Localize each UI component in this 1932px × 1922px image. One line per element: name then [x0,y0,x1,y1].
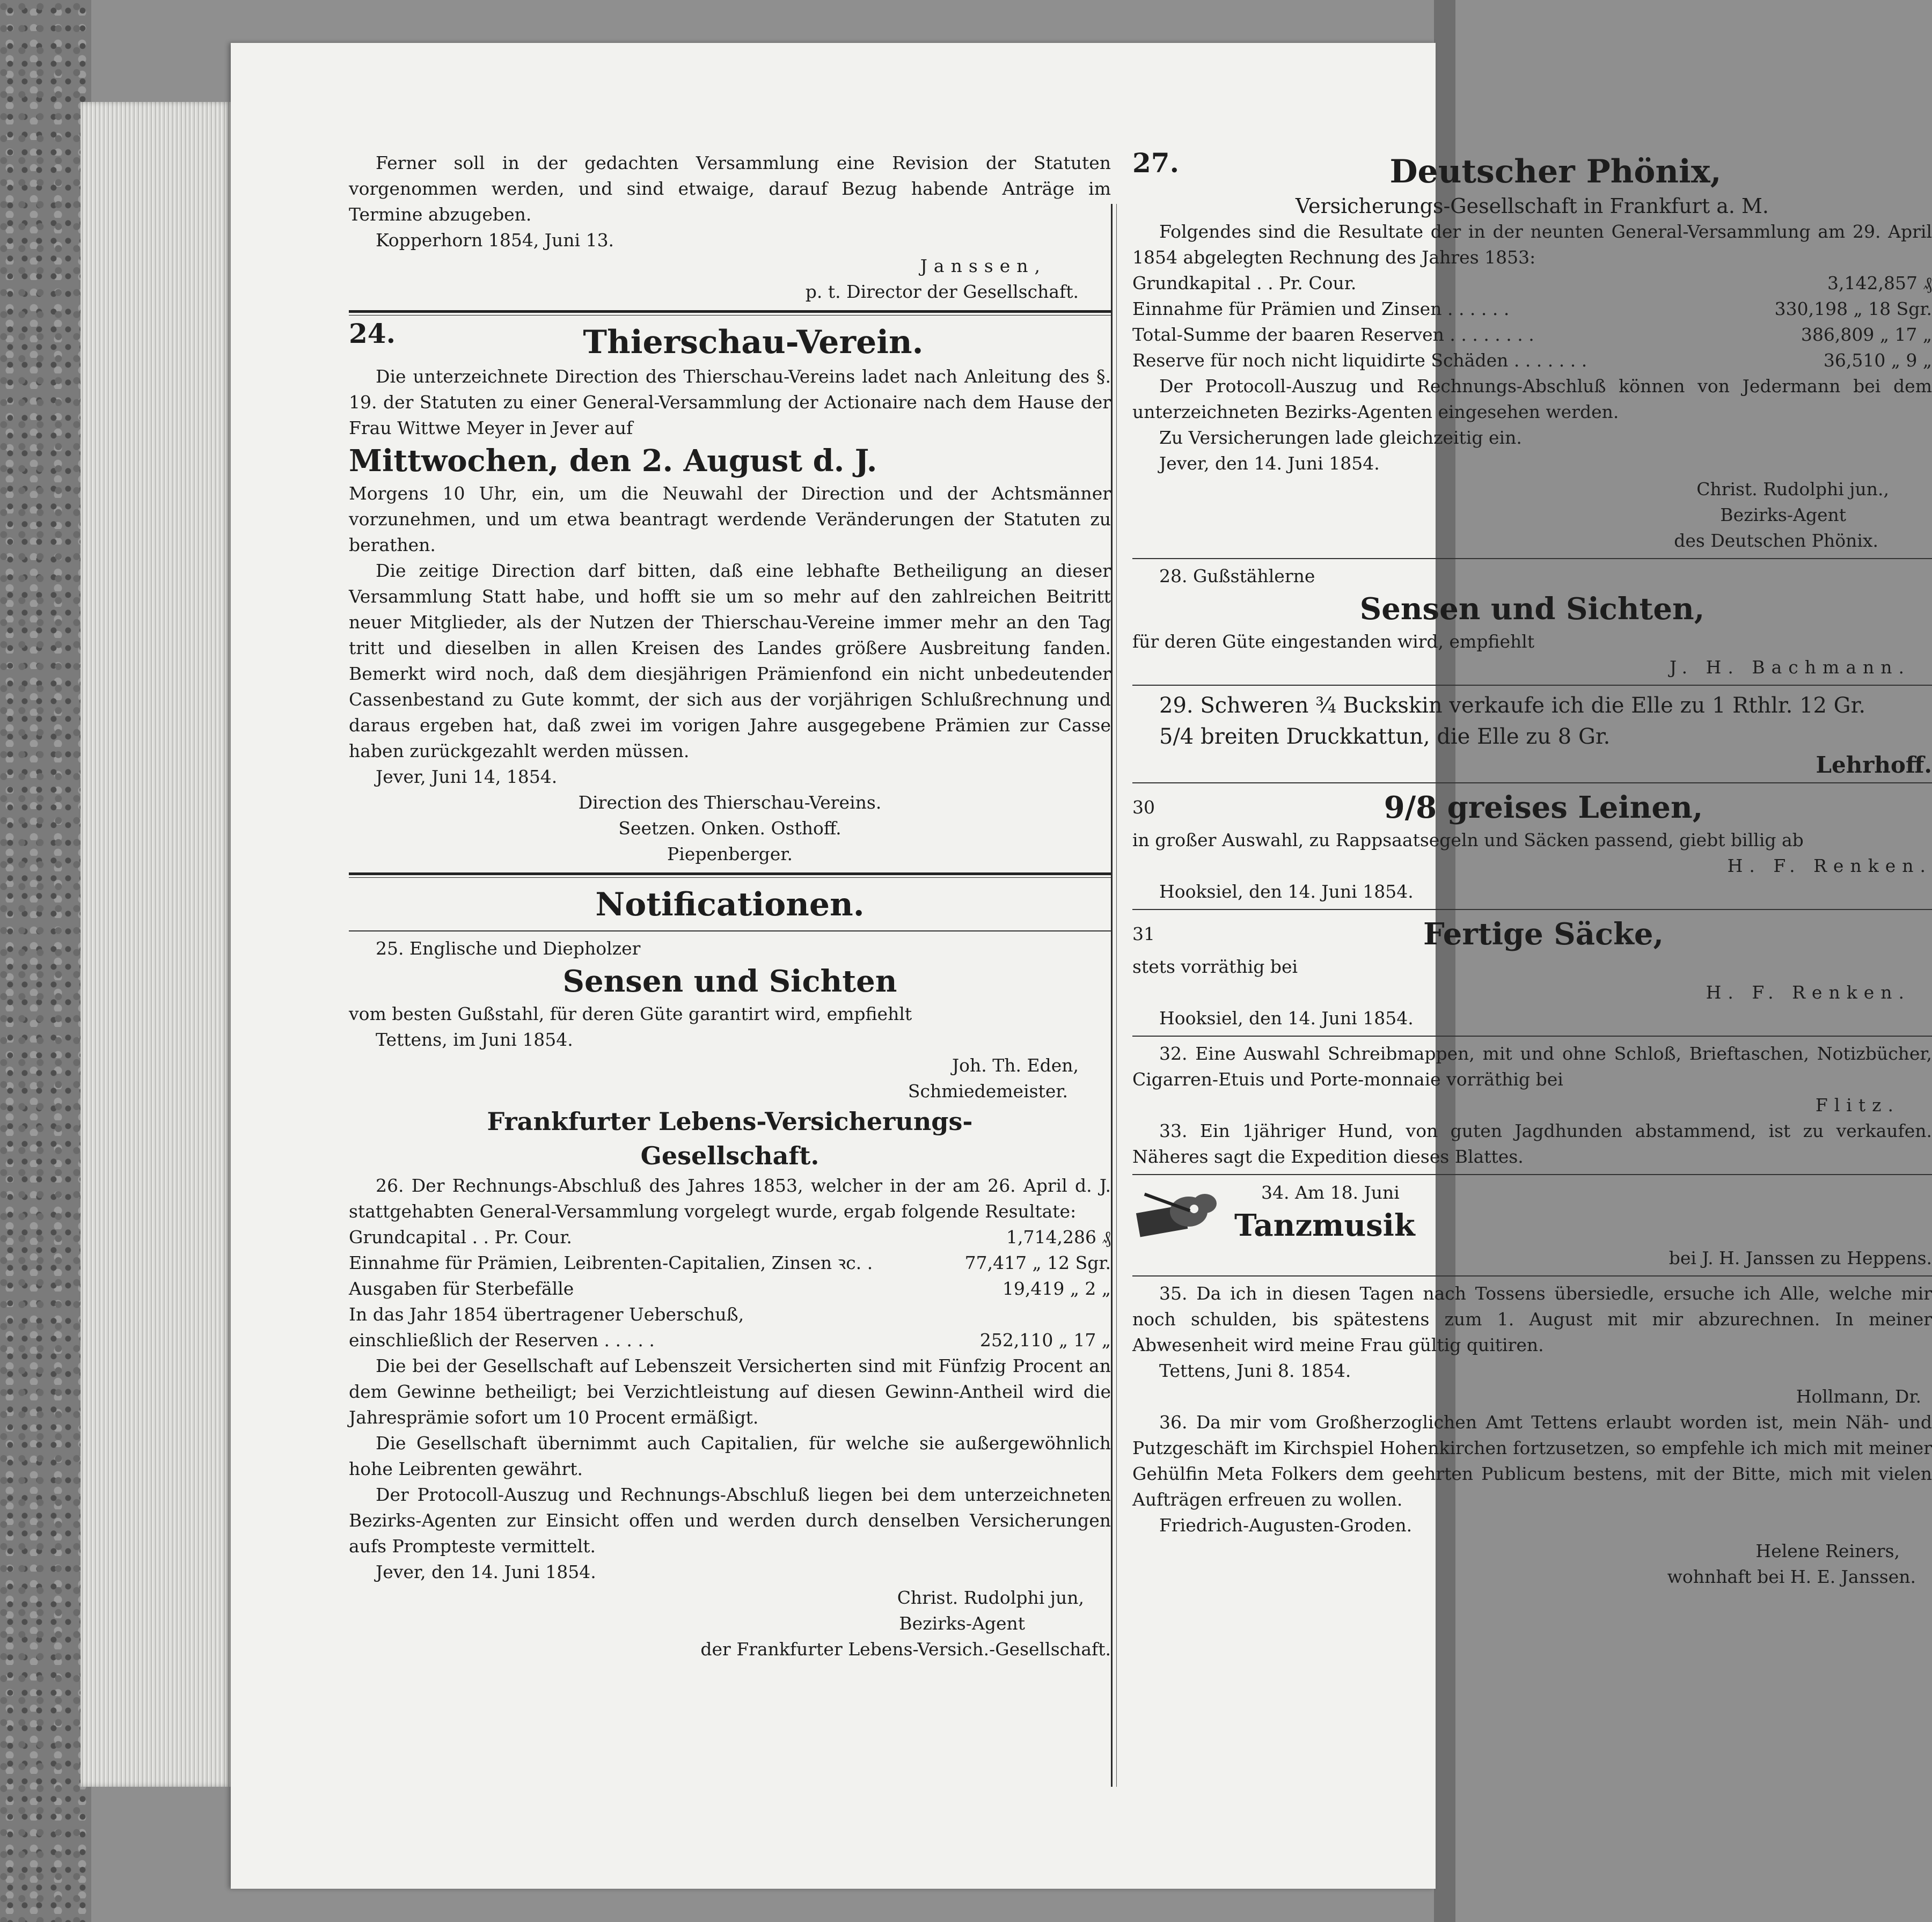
section-divider [1132,685,1932,686]
article-intro: 28. Gußstählerne [1159,566,1315,586]
article-text: bei J. H. Janssen zu Heppens. [1668,1248,1932,1268]
result-value: 19,419 „ 2 „ [1002,1278,1111,1299]
result-value: 252,110 „ 17 „ [979,1330,1111,1351]
result-row [349,1276,1111,1302]
signature: Piepenberger. [667,843,793,864]
signature-title: p. t. Director der Gesellschaft. [805,281,1079,302]
section-title: Notificationen. [595,886,865,923]
article-intro: 34. Am 18. Juni [1261,1182,1400,1203]
article-title: Gesellschaft. [640,1141,819,1170]
result-value: 36,510 „ 9 „ [1823,350,1932,371]
result-value: 3,142,857 ₰ [1827,273,1932,294]
result-row [1132,348,1932,373]
column-rule [1111,204,1113,1787]
signature: Christ. Rudolphi jun., [1696,479,1889,500]
result-label: In das Jahr 1854 übertragener Ueberschuß, einschließlich der Reserven . . . . . [349,1304,744,1351]
signature: wohnhaft bei H. E. Janssen. [1667,1566,1916,1587]
article-text: 36. Da mir vom Großherzoglichen Amt Tettens erlaubt worden ist, mein Näh- und Putzgeschäft im Kirchspiel Hohenkirchen fortzusetzen, so empfehle ich mich mit meiner Gehülfin Meta Folkers dem geehrten Publicum bestens, mit der Bitte, mich mit vielen Aufträgen erfreuen zu wollen. [1132,1412,1932,1510]
article-text: Die zeitige Direction darf bitten, daß eine lebhafte Betheiligung an dieser Versammlung Statt habe, und hofft sie um so mehr auf den zahlreichen Beitritt neuer Mitglieder, als der Nutzen der Thierschau-Vereine immer mehr an den Tag tritt und dieselben in allen Kreisen des Landes größere Ausbreitung fanden. Bemerkt wird noch, daß dem diesjährigen Prämienfond ein nicht unbedeutender Cassenbestand zu Gute kommt, der sich aus der vorjährigen Schlußrechnung und daraus ergeben hat, daß zwei im vorigen Jahre ausgegebene Prämien zur Casse haben zurückgezahlt werden müssen. [349,560,1111,761]
result-row [349,1302,1111,1353]
column-rule-thin [1116,204,1117,1787]
article-text: 35. Da ich in diesen Tagen nach Tossens übersiedle, ersuche ich Alle, welche mir noch schulden, bis spätestens zum 1. August mit mir abzurechnen. In meiner Abwesenheit wird meine Frau gültig quitiren. [1132,1283,1932,1355]
article-text: 33. Ein 1jähriger Hund, von guten Jagdhunden abstammend, ist zu verkaufen. Näheres sagt die Expedition dieses Blattes. [1132,1120,1932,1167]
signature: J. H. Bachmann. [1669,657,1911,678]
meeting-date: Mittwochen, den 2. August d. J. [349,443,877,479]
result-row [1132,296,1932,322]
signature: H. F. Renken. [1727,855,1932,876]
signature: H. F. Renken. [1706,982,1911,1003]
article-number: 31 [1132,923,1155,944]
result-label: Total-Summe der baaren Reserven . . . . . . . . [1132,324,1534,345]
result-value: 330,198 „ 18 Sgr. [1774,298,1932,319]
result-row [1132,270,1932,296]
article-text: vom besten Gußstahl, für deren Güte garantirt wird, empfiehlt [349,1003,912,1024]
result-label: Grundcapital . . Pr. Cour. [349,1227,572,1248]
article-title: Thierschau-Verein. [583,324,924,361]
article-text: Der Protocoll-Auszug und Rechnungs-Abschluß liegen bei dem unterzeichneten Bezirks-Agenten zur Einsicht offen und werden durch denselben Versicherungen aufs Prompteste vermittelt. [349,1484,1111,1557]
signature: Joh. Th. Eden, [952,1055,1079,1076]
section-divider [1132,1275,1932,1277]
article-text: 29. Schweren ¾ Buckskin verkaufe ich die Elle zu 1 Rthlr. 12 Gr. [1159,693,1866,718]
signature: Bezirks-Agent [899,1613,1025,1634]
article-number: 30 [1132,797,1155,818]
place-date: Tettens, Juni 8. 1854. [1159,1360,1351,1381]
article-text: Die Gesellschaft übernimmt auch Capitalien, für welche sie außergewöhnlich hohe Leibrenten gewährt. [349,1433,1111,1479]
article-title: Frankfurter Lebens-Versicherungs- [487,1107,973,1136]
signature: des Deutschen Phönix. [1674,530,1878,551]
place-date: Jever, den 14. Juni 1854. [1159,453,1380,474]
signature: Bezirks-Agent [1720,504,1846,525]
article-text: Folgendes sind die Resultate der in der neunten General-Versammlung am 29. April 1854 abgelegten Rechnung des Jahres 1853: [1132,221,1932,268]
article-title: Fertige Säcke, [1423,916,1664,952]
place-date: Tettens, im Juni 1854. [376,1029,573,1050]
article-text: Die bei der Gesellschaft auf Lebenszeit Versicherten sind mit Fünfzig Procent an dem Gewinne betheiligt; bei Verzichtleistung auf diesen Gewinn-Antheil wird die Jahresprämie sofort um 10 Procent ermäßigt. [349,1355,1111,1428]
article-text: 5/4 breiten Druckkattun, die Elle zu 8 Gr. [1159,724,1611,749]
signature: Schmiedemeister. [908,1081,1068,1102]
section-divider [1132,1174,1932,1175]
section-divider [349,930,1111,931]
article-subtitle: Versicherungs-Gesellschaft in Frankfurt a. M. [1296,194,1769,218]
signature: Helene Reiners, [1755,1540,1900,1561]
article-title: Sensen und Sichten, [1359,591,1705,627]
signature: Flitz. [1815,1095,1900,1116]
section-divider [1132,558,1932,559]
article-text: Die unterzeichnete Direction des Thierschau-Vereins ladet nach Anleitung des §. 19. der Statuten zu einer General-Versammlung der Actionaire nach dem Hause der Frau Wittwe Meyer in Jever auf [349,366,1111,438]
signature: Janssen, [920,255,1046,276]
intro-text: Ferner soll in der gedachten Versammlung eine Revision der Statuten vorgenommen werden, und sind etwaige, darauf Bezug habende Anträge im Termine abzugeben. [349,152,1111,225]
article-24-heading [349,318,1111,364]
signature: Hollmann, Dr. [1796,1386,1921,1407]
article-title: Tanzmusik [1234,1207,1415,1243]
place-date: Hooksiel, den 14. Juni 1854. [1159,881,1414,902]
signature: Christ. Rudolphi jun, [897,1587,1084,1608]
result-row [349,1224,1111,1250]
article-title: Deutscher Phönix, [1389,153,1722,190]
article-34 [1132,1179,1932,1245]
article-text: für deren Güte eingestanden wird, empfiehlt [1132,631,1535,652]
guitar-icon [1132,1179,1224,1245]
article-text: in großer Auswahl, zu Rappsaatsegeln und Säcken passend, giebt billig ab [1132,830,1804,850]
place-date: Hooksiel, den 14. Juni 1854. [1159,1008,1414,1029]
section-divider [349,872,1111,878]
result-label: Grundkapital . . Pr. Cour. [1132,273,1357,294]
article-title: Sensen und Sichten [562,964,897,999]
place-date: Friedrich-Augusten-Groden. [1159,1515,1413,1536]
signature: Direction des Thierschau-Vereins. [578,792,882,813]
article-number: 27. [1132,147,1179,179]
place-date: Jever, Juni 14, 1854. [376,766,558,787]
result-label: Einnahme für Prämien, Leibrenten-Capitalien, Zinsen ꝛc. . [349,1252,873,1273]
signature: Lehrhoff. [1816,752,1932,778]
left-column [349,150,1111,1662]
section-divider [1132,1036,1932,1037]
page-stack [80,102,231,1787]
article-text: Der Protocoll-Auszug und Rechnungs-Abschluß können von Jedermann bei dem unterzeichneten Bezirks-Agenten eingesehen werden. [1132,376,1932,422]
article-text: 26. Der Rechnungs-Abschluß des Jahres 1853, welcher in der am 26. April d. J. stattgehabten General-Versammlung vorgelegt wurde, ergab folgende Resultate: [349,1175,1111,1222]
article-34-text [1234,1180,1415,1245]
signature: Seetzen. Onken. Osthoff. [618,818,841,839]
result-row [349,1250,1111,1276]
result-value: 1,714,286 ₰ [1006,1227,1111,1248]
result-label: Einnahme für Prämien und Zinsen . . . . . . [1132,298,1510,319]
section-divider [1132,909,1932,910]
right-column [1132,147,1932,1590]
place-date: Jever, den 14. Juni 1854. [376,1561,596,1582]
result-label: Reserve für noch nicht liquidirte Schäden . . . . . . . [1132,350,1587,371]
book-cover-edge [0,0,91,1922]
article-text: stets vorräthig bei [1132,956,1298,977]
article-30-heading [1132,788,1932,827]
article-text: Morgens 10 Uhr, ein, um die Neuwahl der Direction und der Achtsmänner vorzunehmen, und um etwa beantragt werdende Veränderungen der Statuten zu berathen. [349,483,1111,555]
article-intro: 25. Englische und Diepholzer [376,938,641,959]
section-divider [1132,782,1932,783]
article-31-heading [1132,914,1932,954]
newspaper-page [231,43,1932,1889]
result-row [1132,322,1932,348]
result-value: 386,809 „ 17 „ [1801,324,1932,345]
place-date: Kopperhorn 1854, Juni 13. [376,230,614,251]
article-title: 9/8 greises Leinen, [1384,790,1703,825]
article-27-heading [1132,147,1932,193]
article-text: Zu Versicherungen lade gleichzeitig ein. [1159,427,1522,448]
result-label: Ausgaben für Sterbefälle [349,1278,574,1299]
signature: der Frankfurter Lebens-Versich.-Gesellschaft. [700,1639,1111,1660]
section-divider [349,310,1111,316]
article-number: 24. [349,318,396,349]
article-text: 32. Eine Auswahl Schreibmappen, mit und ohne Schloß, Brieftaschen, Notizbücher, Cigarren-Etuis und Porte-monnaie vorräthig bei [1132,1043,1932,1090]
result-value: 77,417 „ 12 Sgr. [964,1252,1111,1273]
